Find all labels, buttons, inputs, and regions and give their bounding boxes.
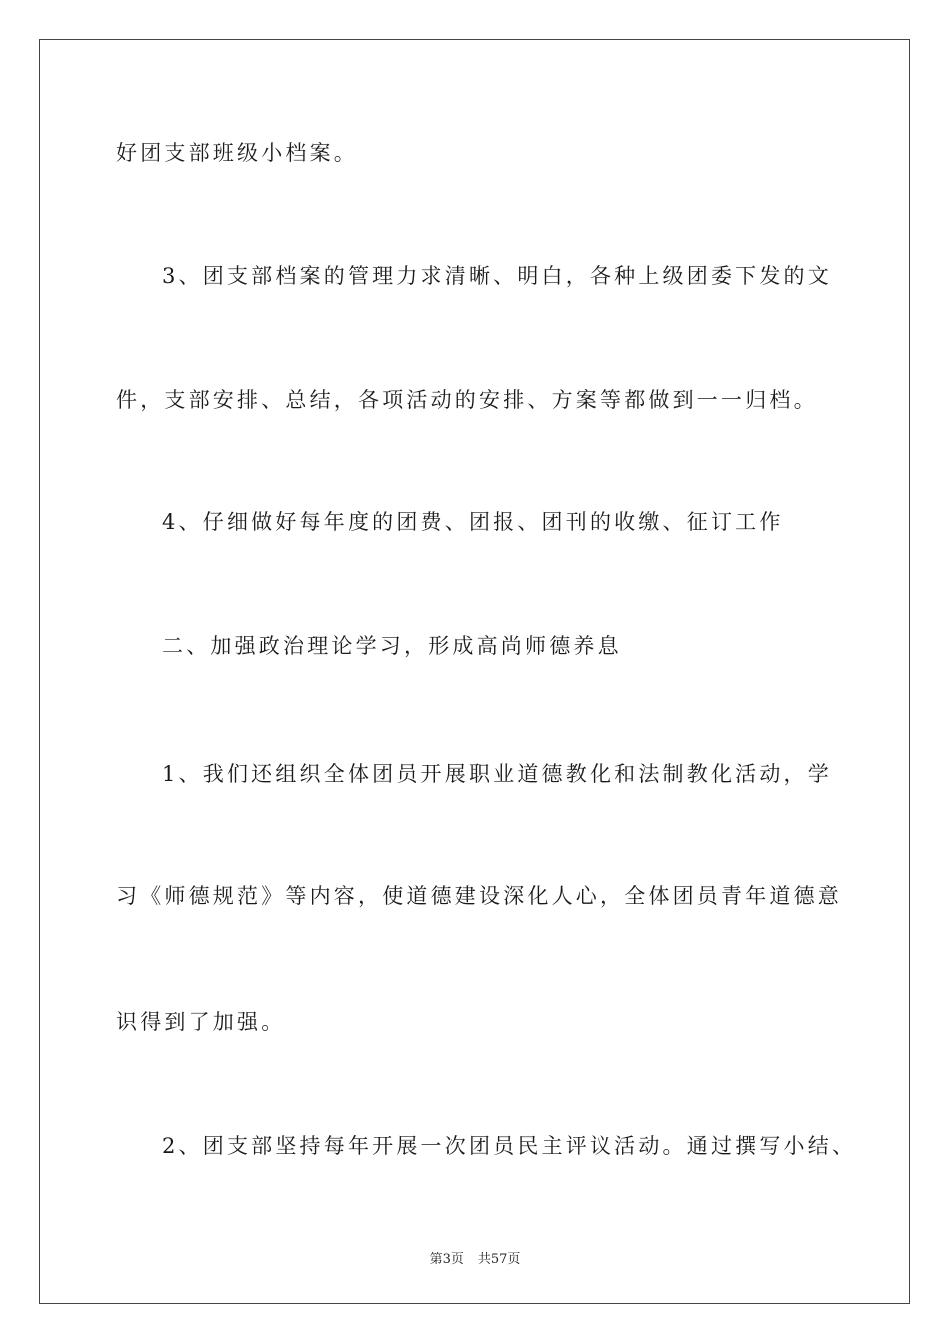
text-line-7: 识得到了加强。 [116, 1010, 286, 1034]
text-line-1: 好团支部班级小档案。 [116, 141, 358, 165]
text-line-2: 3、团支部档案的管理力求清晰、明白，各种上级团委下发的文 [162, 264, 832, 288]
page-number: 第3页 [429, 1252, 464, 1267]
page-border [39, 39, 910, 1304]
text-line-6: 习《师德规范》等内容，使道德建设深化人心，全体团员青年道德意 [116, 884, 842, 908]
text-line-3: 件，支部安排、总结，各项活动的安排、方案等都做到一一归档。 [116, 388, 818, 412]
text-line-8: 2、团支部坚持每年开展一次团员民主评议活动。通过撰写小结、 [162, 1134, 857, 1158]
text-line-5: 1、我们还组织全体团员开展职业道德教化和法制教化活动，学 [162, 762, 832, 786]
page-total: 共57页 [477, 1252, 521, 1267]
page-footer [0, 1248, 950, 1267]
text-line-4: 4、仔细做好每年度的团费、团报、团刊的收缴、征订工作 [162, 510, 784, 534]
section-heading: 二、加强政治理论学习，形成高尚师德养息 [162, 634, 622, 658]
